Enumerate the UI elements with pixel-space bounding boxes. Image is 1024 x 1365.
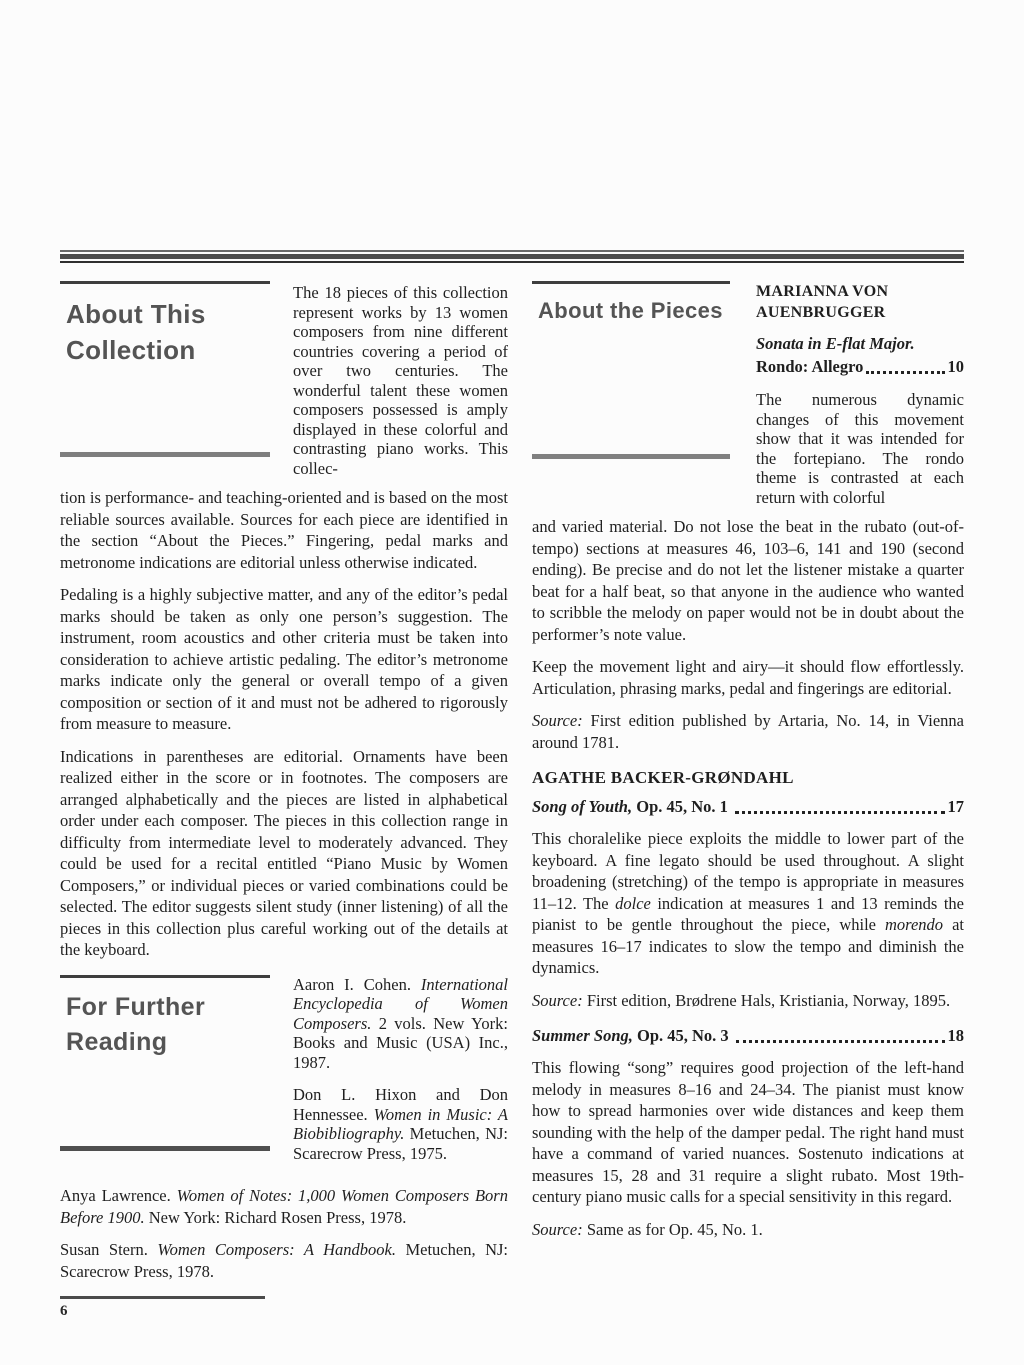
about-pieces-heading-box xyxy=(532,281,730,459)
musical-term: morendo xyxy=(885,915,944,934)
page-number: 6 xyxy=(60,1303,68,1319)
composer-name: AUENBRUGGER xyxy=(756,304,886,321)
song-opus: Op. 45, No. 3 xyxy=(632,1026,733,1045)
song1-source-line xyxy=(532,990,964,1012)
heading-bottom-rule xyxy=(532,454,730,459)
dot-leader xyxy=(736,1040,945,1043)
bib-title: Women in Music: A Biobibliography. xyxy=(293,1104,508,1143)
page-footer xyxy=(60,1296,265,1320)
pedaling-paragraph: Pedaling is a highly subjective matter, and any of the editor’s pedal marks should be taken as only one person’s suggestion. The instrument, room acoustics and other criteria must be taken into consideration to achieve artistic pedaling. The editor’s metronome marks indicate only the general or overall tempo of a given composition or section of it and must not be adhered to rigorously from measure to measure. xyxy=(60,585,508,733)
further-reading-section xyxy=(60,975,508,1177)
piece-page-leader-line xyxy=(756,356,964,378)
source-label: Source: xyxy=(532,711,583,730)
rule-line xyxy=(60,250,964,252)
bib-publisher: Metuchen, NJ: Scarecrow Press, 1978. xyxy=(60,1240,508,1281)
auenbrugger-keep-paragraph: Keep the movement light and airy—it should flow effortlessly. Articulation, phrasing marks, pedal and fingerings are editorial. xyxy=(532,657,964,698)
source-text: First edition, Brødrene Hals, Kristiania, Norway, 1895. xyxy=(582,990,951,1010)
left-column xyxy=(60,281,508,1293)
auenbrugger-continued-text: and varied material. Do not lose the beat in the rubato (out-of-tempo) sections at measures 46, 103–6, 141 and 190 (second ending). Be precise and do not let the listener mistake a quarter beat for a half beat, so that anyone in the audience who wanted to scribble the melody on paper would not be in doubt about the performer’s note value. xyxy=(532,517,964,644)
bibliography-entry xyxy=(293,975,508,1073)
movement-label: Rondo: Allegro xyxy=(756,357,864,376)
source-text: First edition published by Artaria, No. 14, in Vienna around 1781. xyxy=(532,711,964,752)
dot-leader xyxy=(866,371,944,374)
bibliography-entry xyxy=(293,1085,508,1163)
dot-leader xyxy=(735,811,944,814)
piece-page-leader-line xyxy=(532,1025,964,1047)
source-label: Source: xyxy=(532,990,583,1010)
song-title: Summer Song, xyxy=(532,1026,633,1045)
piece-page-number: 17 xyxy=(947,797,964,816)
piece-page-number: 10 xyxy=(947,357,964,376)
piece-title: Sonata in E-flat Major. xyxy=(756,334,915,353)
bib-title: Women Composers: A Handbook. xyxy=(157,1240,406,1259)
auenbrugger-intro-block xyxy=(756,281,964,507)
bib-title: International Encyclopedia of Women Composers. xyxy=(293,974,508,1033)
song2-source-line xyxy=(532,1219,964,1241)
bibliography-entry xyxy=(60,1185,508,1228)
bib-publisher: New York: Richard Rosen Press, 1978. xyxy=(148,1207,407,1227)
about-pieces-heading: About the Pieces xyxy=(538,298,723,323)
source-label: Source: xyxy=(532,1219,583,1239)
musical-term: dolce xyxy=(615,893,651,913)
source-text: Same as for Op. 45, No. 1. xyxy=(582,1219,763,1239)
bib-publisher: Metuchen, NJ: Scarecrow Press, 1975. xyxy=(293,1124,508,1163)
two-column-layout xyxy=(60,281,964,1293)
bib-author: Aaron I. Cohen. xyxy=(293,974,421,994)
footer-rule xyxy=(60,1296,265,1299)
paragraph-text: at measures 16–17 indicates to slow the tempo and diminish the dynamics. xyxy=(532,915,964,977)
about-collection-heading-box xyxy=(60,281,270,457)
about-pieces-section xyxy=(532,281,964,507)
auenbrugger-source-line xyxy=(532,710,964,753)
bib-title: Women of Notes: 1,000 Women Composers Born Before 1900. xyxy=(60,1186,508,1227)
top-double-rule xyxy=(60,250,964,263)
song2-paragraph: This flowing “song” requires good projection of the left-hand melody in measures 8–16 and 24–34. The pianist must know how to spread harmonies over wide distances and keep them sounding with the help of the damper pedal. The right hand must have a command of varied nuances. Sostenuto indications at measures 15, 28 and 31 require a slight rubato. Most 19th-century piano music calls for a special sensitivity in this regard. xyxy=(532,1058,964,1206)
further-reading-heading: For Further Reading xyxy=(66,992,206,1056)
paragraph-text: This choralelike piece exploits the middle to lower part of the keyboard. A fine legato should be used throughout. A slight broadening (stretching) of the tempo is appropriate in measures 11–12. The xyxy=(532,829,964,913)
further-reading-heading-box xyxy=(60,975,270,1151)
song-opus: Op. 45, No. 1 xyxy=(632,797,733,816)
indications-paragraph: Indications in parentheses are editorial. Ornaments have been realized either in the score or in footnotes. The composers are arranged alphabetically and the pieces are listed in alphabetical order under each composer. The pieces in this collection range in difficulty from intermediate level to moderately advanced. They could be used for a recital entitled “Piano Music by Women Composers,” or individual pieces or varied combinations could be selected. The editor suggests silent study (inner listening) of all the pieces in this collection plus careful working out of the details at the keyboard. xyxy=(60,746,508,959)
heading-bottom-rule xyxy=(60,452,270,457)
bib-publisher: 2 vols. New York: Books and Music (USA) Inc., 1987. xyxy=(293,1013,508,1072)
about-collection-heading: About This Collection xyxy=(66,299,206,365)
rule-line xyxy=(60,254,964,259)
collection-intro-continued-text: tion is performance- and teaching-oriented and is based on the most reliable sources available. Sources for each piece are identified in the section “About the Pieces.” Fingering, pedal marks and metronome indications are editorial unless otherwise indicated. xyxy=(60,488,508,572)
paragraph-text: indication at measures 1 and 13 reminds the pianist to be gentle throughout the piece, while xyxy=(532,893,964,934)
top-margin-space xyxy=(60,0,964,250)
piece-page-leader-line xyxy=(532,796,964,818)
song1-paragraph xyxy=(532,828,964,979)
right-column xyxy=(532,281,964,1251)
heading-bottom-rule xyxy=(60,1146,270,1151)
bib-author: Don L. Hixon and Don Hennessee. xyxy=(293,1085,508,1124)
auenbrugger-intro-narrow-text: The numerous dynamic changes of this movement show that it was intended for the fortepiano. The rondo theme is contrasted at each return with colorful xyxy=(756,390,964,507)
song-title: Song of Youth, xyxy=(532,797,633,816)
piece-page-number: 18 xyxy=(947,1026,964,1045)
collection-intro-narrow-text: The 18 pieces of this collection represent works by 13 women composers from nine different countries covering a period of over two centuries. The wonderful talent these women composers possessed is amply displayed in these colorful and contrasting piano works. This collec- xyxy=(293,283,508,478)
bibliography-entry xyxy=(60,1239,508,1282)
composer-name: AGATHE BACKER-GRØNDAHL xyxy=(532,768,794,787)
bibliography-narrow-entries xyxy=(293,975,508,1177)
bib-author: Anya Lawrence. xyxy=(60,1186,177,1205)
rule-line xyxy=(60,261,964,263)
about-collection-section xyxy=(60,281,508,478)
bib-author: Susan Stern. xyxy=(60,1240,158,1259)
composer-name: MARIANNA VON xyxy=(756,283,889,300)
